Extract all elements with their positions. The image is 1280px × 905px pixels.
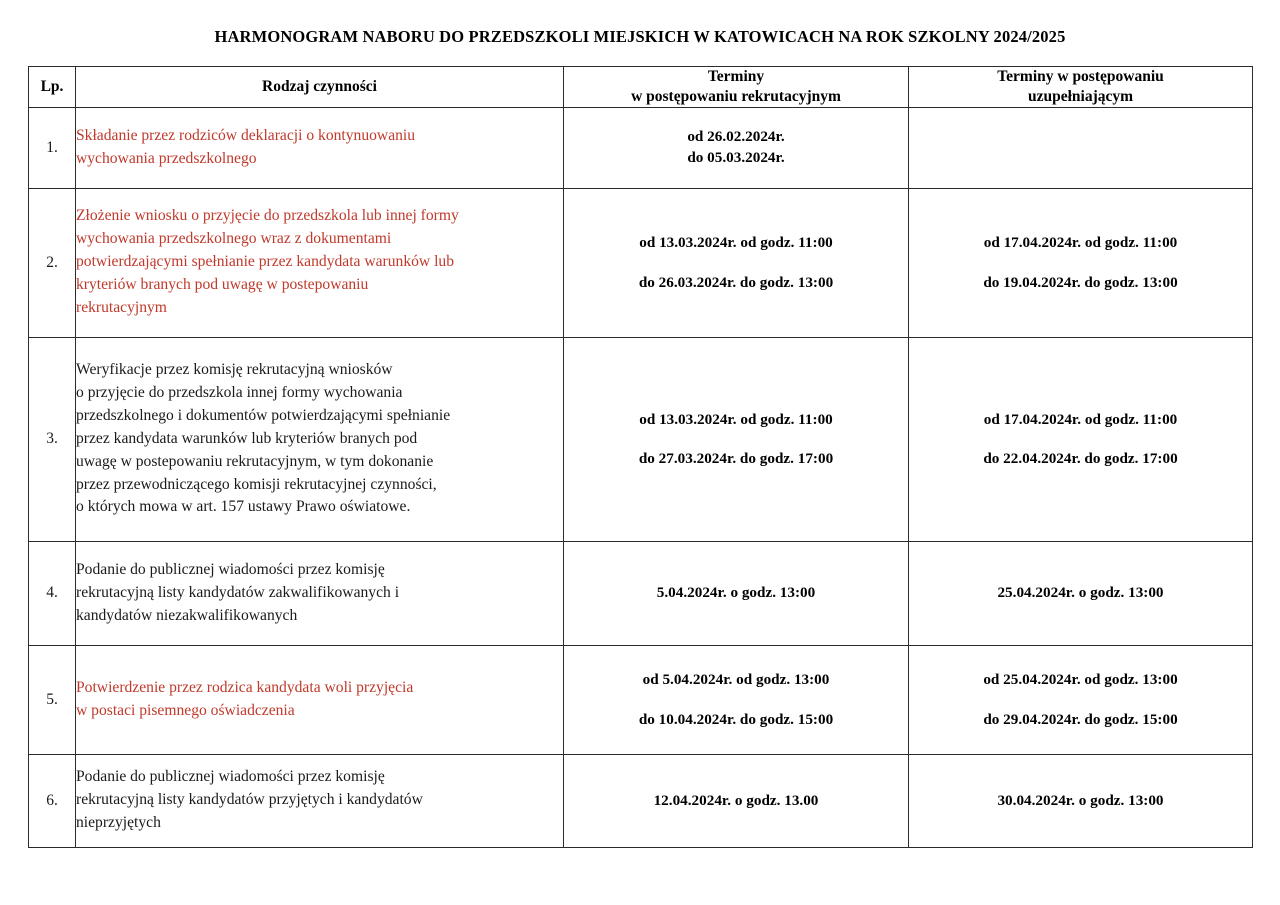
date-line: od 17.04.2024r. od godz. 11:00: [983, 410, 1178, 428]
activity-line: o przyjęcie do przedszkola innej formy wychowania: [76, 383, 403, 401]
date-line: 30.04.2024r. o godz. 13:00: [997, 791, 1164, 809]
supplementary-dates-cell: [909, 337, 1253, 541]
table-row: [29, 541, 1253, 645]
activity-line: kandydatów niezakwalifikowanych: [76, 606, 298, 624]
row-index-cell: 4.: [29, 541, 76, 645]
activity-line: o których mowa w art. 157 ustawy Prawo oświatowe.: [76, 498, 411, 516]
date-line: do 27.03.2024r. do godz. 17:00: [638, 450, 834, 468]
activity-line: przedszkolnego i dokumentów potwierdzającymi spełnianie: [76, 406, 451, 424]
date-line-spacer: [564, 254, 908, 272]
recruitment-dates-cell: [564, 107, 909, 188]
activity-line: potwierdzającymi spełnianie przez kandydata warunków lub: [76, 253, 455, 271]
row-index-cell: 2.: [29, 188, 76, 337]
row-index-cell: 6.: [29, 754, 76, 847]
date-line: od 5.04.2024r. od godz. 13:00: [642, 671, 830, 689]
activity-line: wychowania przedszkolnego: [76, 149, 257, 167]
date-line: od 25.04.2024r. od godz. 13:00: [983, 671, 1178, 689]
activity-line: w postaci pisemnego oświadczenia: [76, 701, 295, 719]
activity-line: Potwierdzenie przez rodzica kandydata woli przyjęcia: [76, 678, 414, 696]
table-header-row: [29, 67, 1253, 108]
activity-line: Podanie do publicznej wiadomości przez komisję: [76, 560, 385, 578]
activity-description-cell: [76, 107, 564, 188]
supplementary-dates-cell: [909, 188, 1253, 337]
recruitment-dates-cell: [564, 541, 909, 645]
date-line-spacer: [564, 691, 908, 709]
date-line: od 13.03.2024r. od godz. 11:00: [639, 234, 833, 252]
activity-line: przez przewodniczącego komisji rekrutacyjnej czynności,: [76, 475, 437, 493]
activity-line: rekrutacyjną listy kandydatów zakwalifikowanych i: [76, 583, 400, 601]
supplementary-dates-cell: [909, 645, 1253, 754]
recruitment-dates-cell: [564, 188, 909, 337]
date-line-spacer: [909, 691, 1252, 709]
date-line-spacer: [909, 254, 1252, 272]
date-line: 5.04.2024r. o godz. 13:00: [656, 584, 816, 602]
page-title: HARMONOGRAM NABORU DO PRZEDSZKOLI MIEJSKICH W KATOWICACH NA ROK SZKOLNY 2024/2025: [214, 27, 1066, 46]
table-row: [29, 645, 1253, 754]
column-header-recruitment-line2: w postępowaniu rekrutacyjnym: [631, 87, 841, 105]
activity-line: rekrutacyjną listy kandydatów przyjętych i kandydatów: [76, 791, 423, 809]
activity-line: Składanie przez rodziców deklaracji o kontynuowaniu: [76, 126, 416, 144]
table-row: [29, 754, 1253, 847]
activity-line: kryteriów branych pod uwagę w postepowaniu: [76, 276, 369, 294]
activity-line: nieprzyjętych: [76, 814, 161, 832]
column-header-supplementary: [909, 67, 1253, 108]
activity-line: Weryfikacje przez komisję rekrutacyjną wniosków: [76, 360, 393, 378]
table-header: [29, 67, 1253, 108]
table-row: [29, 107, 1253, 188]
recruitment-dates-cell: [564, 754, 909, 847]
table-row: [29, 188, 1253, 337]
column-header-supplementary-line2: uzupełniającym: [1027, 87, 1134, 105]
activity-line: Złożenie wniosku o przyjęcie do przedszkola lub innej formy: [76, 207, 459, 225]
activity-line: wychowania przedszkolnego wraz z dokumentami: [76, 230, 392, 248]
recruitment-dates-cell: [564, 337, 909, 541]
activity-description-cell: [76, 188, 564, 337]
activity-line: rekrutacyjnym: [76, 299, 167, 317]
column-header-recruitment-line1: Terminy: [707, 68, 765, 85]
date-line: do 26.03.2024r. do godz. 13:00: [638, 273, 834, 291]
date-line: 12.04.2024r. o godz. 13.00: [653, 791, 819, 809]
column-header-lp: Lp.: [29, 67, 76, 108]
supplementary-dates-cell: [909, 754, 1253, 847]
date-line-spacer: [909, 430, 1252, 448]
activity-line: przez kandydata warunków lub kryteriów branych pod: [76, 429, 418, 447]
date-line: do 19.04.2024r. do godz. 13:00: [983, 273, 1178, 291]
activity-line: uwagę w postepowaniu rekrutacyjnym, w tym dokonanie: [76, 452, 434, 470]
recruitment-dates-cell: [564, 645, 909, 754]
activity-description-cell: [76, 645, 564, 754]
column-header-activity: Rodzaj czynności: [76, 67, 564, 108]
date-line: do 10.04.2024r. do godz. 15:00: [638, 710, 834, 728]
column-header-recruitment: [564, 67, 909, 108]
date-line: 25.04.2024r. o godz. 13:00: [997, 584, 1164, 602]
activity-description-cell: [76, 337, 564, 541]
table-row: [29, 337, 1253, 541]
date-line: do 22.04.2024r. do godz. 17:00: [983, 450, 1178, 468]
date-line-spacer: [564, 430, 908, 448]
supplementary-dates-cell: [909, 107, 1253, 188]
activity-description-cell: [76, 754, 564, 847]
date-line: od 13.03.2024r. od godz. 11:00: [639, 410, 833, 428]
activity-description-cell: [76, 541, 564, 645]
date-line: do 29.04.2024r. do godz. 15:00: [983, 710, 1178, 728]
row-index-cell: 3.: [29, 337, 76, 541]
supplementary-dates-cell: [909, 541, 1253, 645]
recruitment-schedule-table: [28, 66, 1253, 848]
date-line: do 05.03.2024r.: [687, 148, 785, 166]
column-header-supplementary-line1: Terminy w postępowaniu: [997, 68, 1164, 85]
date-line: od 26.02.2024r.: [687, 128, 785, 146]
row-index-cell: 5.: [29, 645, 76, 754]
date-line: od 17.04.2024r. od godz. 11:00: [983, 234, 1178, 252]
activity-line: Podanie do publicznej wiadomości przez komisję: [76, 768, 385, 786]
row-index-cell: 1.: [29, 107, 76, 188]
table-body: [29, 107, 1253, 847]
